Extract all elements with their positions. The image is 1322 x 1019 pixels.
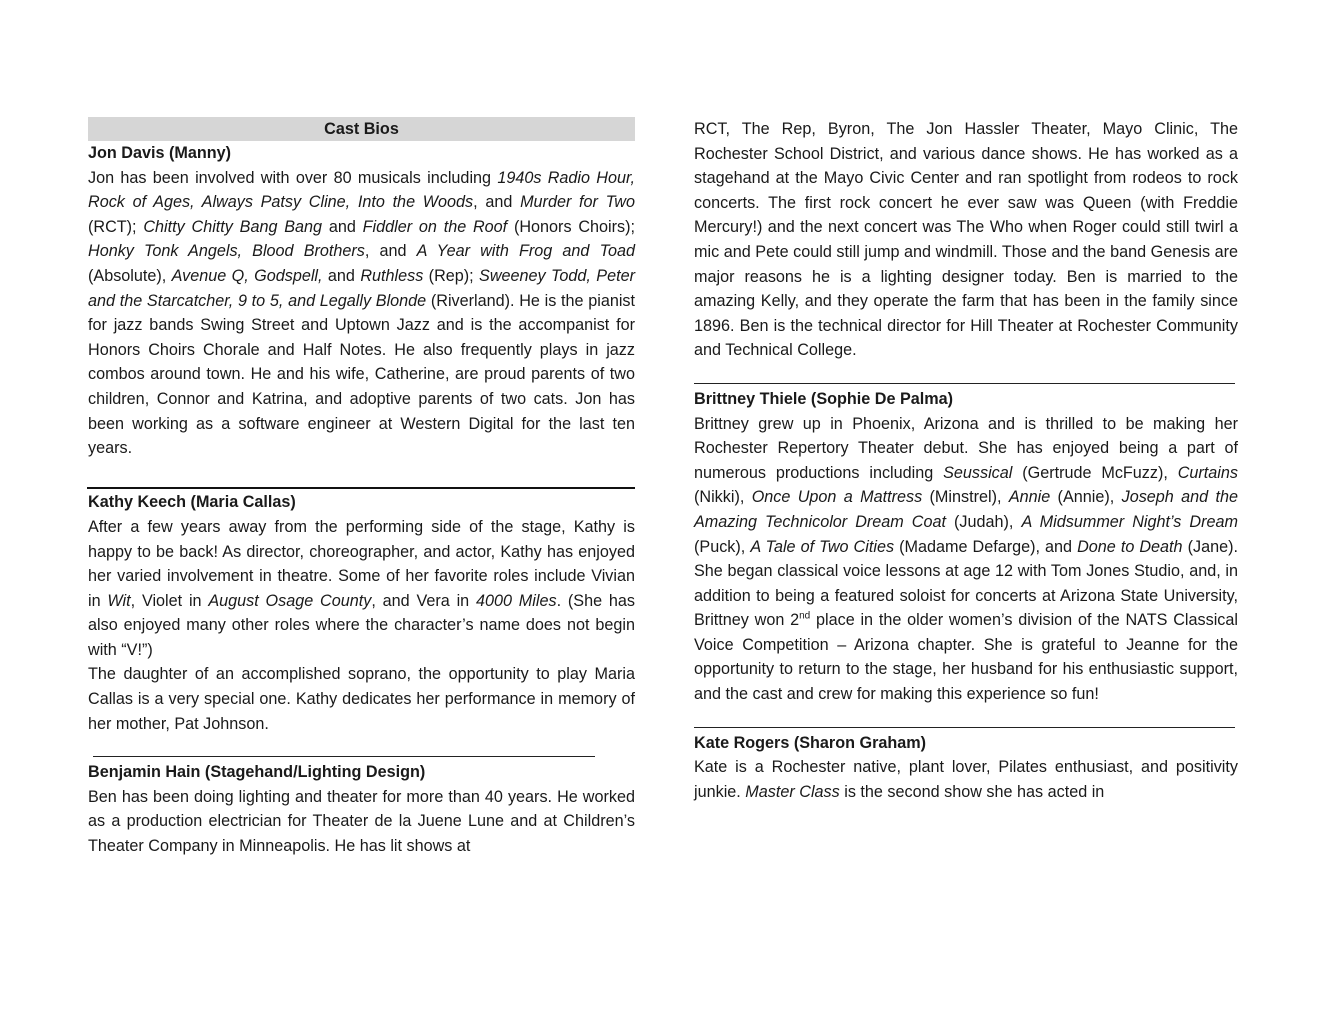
- text-run: and: [322, 266, 361, 285]
- bio-name: Benjamin Hain (Stagehand/Lighting Design): [88, 763, 426, 782]
- bio-kathy-keech: [88, 490, 635, 736]
- right-column: [694, 117, 1238, 804]
- text-run: and: [322, 217, 363, 236]
- superscript: nd: [799, 610, 811, 622]
- bio-text: [694, 412, 1238, 707]
- section-header: [88, 117, 635, 141]
- italic-title: Curtains: [1177, 463, 1238, 482]
- text-run: (Nikki),: [694, 488, 752, 507]
- italic-title: Avenue Q, Godspell,: [171, 266, 323, 285]
- text-run: , and: [364, 242, 417, 261]
- bio-name: Brittney Thiele (Sophie De Palma): [694, 389, 954, 408]
- italic-title: Ruthless: [360, 266, 424, 285]
- italic-title: 1940s Radio Hour, Rock of Ages, Always Patsy Cline, Into the Woods: [88, 168, 635, 212]
- italic-title: Master Class: [745, 782, 840, 801]
- italic-title: Murder for Two: [520, 193, 635, 212]
- text-run: , Violet in: [130, 591, 209, 610]
- text-run: (Jane). She began classical voice lessons at age 12 with Tom Jones Studio, and, in addition to being a featured soloist for concerts at Arizona State University, Brittney won 2: [694, 537, 1238, 630]
- bio-text: [88, 785, 635, 859]
- text-run: . (She has also enjoyed many other roles where the character’s name does not begin with “V!”): [88, 591, 635, 659]
- bio-text: [694, 755, 1238, 804]
- bio-benjamin-hain-continued: [694, 117, 1238, 363]
- italic-title: Sweeney Todd, Peter and the Starcatcher, 9 to 5, and Legally Blonde: [88, 266, 636, 310]
- section-title: Cast Bios: [324, 120, 399, 138]
- italic-title: Joseph and the Amazing Technicolor Dream Coat: [694, 488, 1238, 531]
- bio-brittney-thiele: [694, 387, 1238, 707]
- divider: [87, 487, 635, 489]
- text-run: (Puck),: [694, 537, 751, 556]
- text-run: The daughter of an accomplished soprano, the opportunity to play Maria Callas is a very special one. Kathy dedicates her performance in memory of her mother, Pat Johnson.: [88, 665, 635, 733]
- text-run: , and: [473, 193, 521, 212]
- bio-text-dedication: [88, 662, 635, 736]
- bio-text: [88, 166, 635, 461]
- text-run: is the second show she has acted in: [839, 782, 1105, 801]
- italic-title: Fiddler on the Roof: [362, 217, 508, 236]
- italic-title: Once Upon a Mattress: [751, 488, 923, 507]
- italic-title: 4000 Miles: [475, 591, 557, 610]
- bio-benjamin-hain: [88, 760, 635, 858]
- bio-name: Kate Rogers (Sharon Graham): [694, 733, 927, 752]
- text-run: place in the older women’s division of the NATS Classical Voice Competition – Arizona chapter. She is grateful to Jeanne for the opportunity to return to the stage, her husband for his enthusiastic support, and the cast and crew for making this experience so fun!: [694, 611, 1238, 704]
- text-run: Ben has been doing lighting and theater for more than 40 years. He worked as a production electrician for Theater de la Juene Lune and at Children’s Theater Company in Minneapolis. He has lit shows at: [88, 787, 635, 856]
- text-run: RCT, The Rep, Byron, The Jon Hassler Theater, Mayo Clinic, The Rochester School District, and various dance shows. He has worked as a stagehand at the Mayo Civic Center and ran spotlight from rodeos to rock concerts. The first rock concert he ever saw was Queen (with Freddie Mercury!) and the next concert was The Who when Roger could still twirl a mic and Pete could still jump and windmill. Those and the band Genesis are major reasons he is a lighting designer today. Ben is married to the amazing Kelly, and they operate the farm that has been in the family since 1896. Ben is the technical director for Hill Theater at Rochester Community and Technical College.: [694, 120, 1238, 360]
- text-run: Jon has been involved with over 80 musicals including: [88, 168, 498, 187]
- italic-title: August Osage County: [208, 591, 372, 610]
- text-run: Kate is a Rochester native, plant lover, Pilates enthusiast, and positivity junkie.: [694, 758, 1238, 801]
- bio-text: [88, 515, 635, 663]
- italic-title: Honky Tonk Angels, Blood Brothers: [88, 242, 365, 261]
- text-run: (Minstrel),: [922, 488, 1009, 507]
- italic-title: A Year with Frog and Toad: [416, 242, 635, 261]
- text-run: (Absolute),: [88, 266, 172, 285]
- italic-title: Done to Death: [1077, 537, 1183, 556]
- bio-text-continued: [694, 117, 1238, 363]
- bio-name: Kathy Keech (Maria Callas): [88, 493, 296, 512]
- text-run: After a few years away from the performing side of the stage, Kathy is happy to be back! As director, choreographer, and actor, Kathy has enjoyed her varied involvement in theatre. Some of her favorite roles include Vivian in: [88, 517, 635, 610]
- bio-name: Jon Davis (Manny): [88, 144, 232, 162]
- italic-title: Wit: [107, 591, 131, 610]
- text-run: (Annie),: [1050, 488, 1122, 507]
- bio-jon-davis: [88, 141, 635, 461]
- left-column: [88, 117, 635, 859]
- italic-title: Seussical: [943, 463, 1013, 482]
- text-run: Brittney grew up in Phoenix, Arizona and is thrilled to be making her Rochester Repertory Theater debut. She has enjoyed being a part of numerous productions including: [694, 414, 1238, 482]
- text-run: (Riverland). He is the pianist for jazz bands Swing Street and Uptown Jazz and is the accompanist for Honors Choirs Chorale and Half Notes. He also frequently plays in jazz combos around town. He and his wife, Catherine, are proud parents of two children, Connor and Katrina, and adoptive parents of two cats. Jon has been working as a software engineer at Western Digital for the last ten years.: [88, 291, 636, 458]
- italic-title: Annie: [1008, 488, 1051, 507]
- italic-title: A Tale of Two Cities: [750, 537, 895, 556]
- text-run: (Rep);: [423, 266, 480, 285]
- text-run: (Gertrude McFuzz),: [1012, 463, 1178, 482]
- bio-kate-rogers: [694, 731, 1238, 805]
- text-run: (Madame Defarge), and: [894, 537, 1078, 556]
- text-run: (RCT);: [88, 217, 144, 236]
- italic-title: A Midsummer Night’s Dream: [1021, 512, 1238, 531]
- text-run: , and Vera in: [371, 591, 476, 610]
- italic-title: Chitty Chitty Bang Bang: [143, 217, 323, 236]
- text-run: (Judah),: [946, 512, 1022, 531]
- text-run: (Honors Choirs);: [507, 217, 635, 236]
